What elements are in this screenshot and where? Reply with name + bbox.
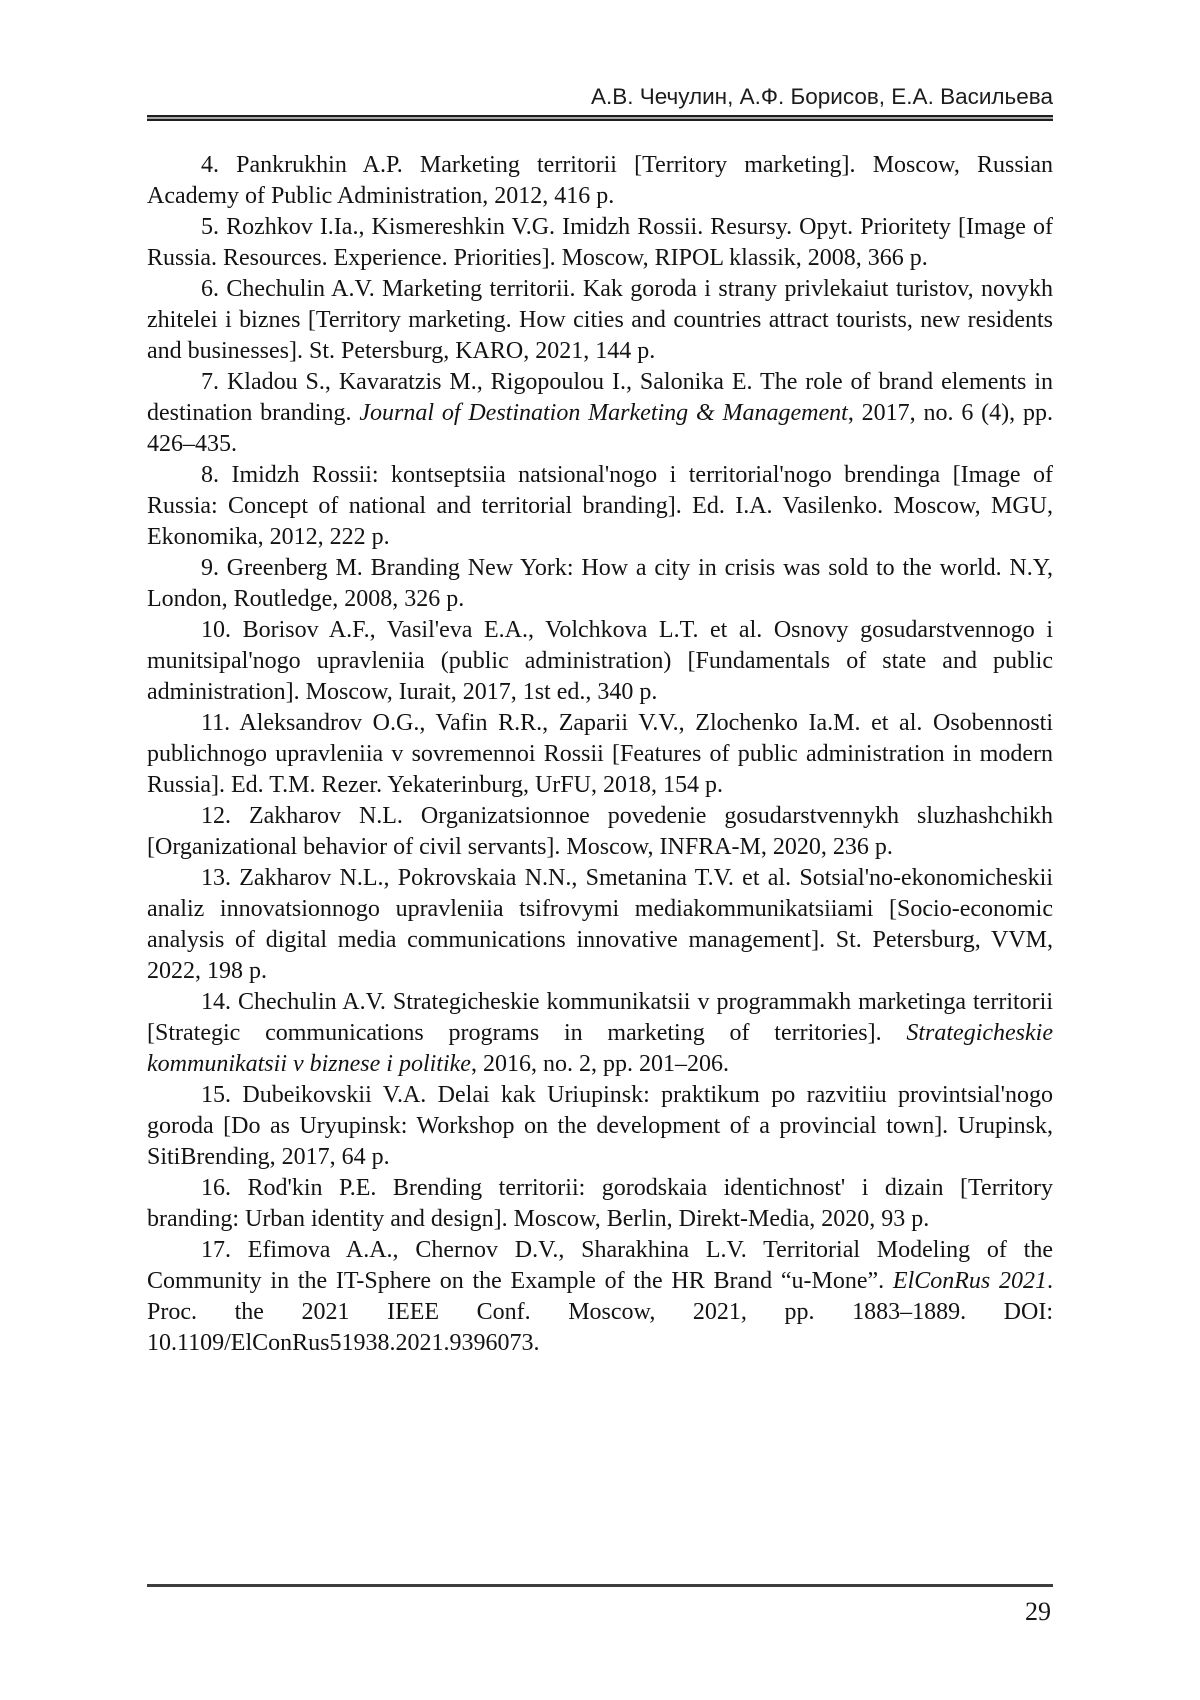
reference-source-italic: ElConRus 2021 xyxy=(892,1267,1048,1294)
reference-text: 15. Dubeikovskii V.A. Delai kak Uriupinsk: praktikum po razvitiiu provintsial'nogo goroda [Do as Uryupinsk: Workshop on the development of a provincial town]. Urupinsk, SitiBrending, 2017, 64 p. xyxy=(147,1081,1053,1170)
reference-text: 13. Zakharov N.L., Pokrovskaia N.N., Smetanina T.V. et al. Sotsial'no-ekonomicheskii analiz innovatsionnogo upravleniia tsifrovymi mediakommunikatsiiami [Socio-economic analysis of digital media communications innovative management]. St. Petersburg, VVM, 2022, 198 p. xyxy=(147,864,1053,984)
page-number: 29 xyxy=(1025,1597,1051,1626)
reference-text: 12. Zakharov N.L. Organizatsionnoe povedenie gosudarstvennykh sluzhashchikh [Organizational behavior of civil servants]. Moscow, INFRA-M, 2020, 236 p. xyxy=(147,802,1053,860)
reference-text: 4. Pankrukhin A.P. Marketing territorii [Territory marketing]. Moscow, Russian Academy of Public Administration, 2012, 416 p. xyxy=(147,151,1053,209)
reference-text: 9. Greenberg M. Branding New York: How a city in crisis was sold to the world. N.Y, London, Routledge, 2008, 326 p. xyxy=(147,554,1053,612)
reference-text: 16. Rod'kin P.E. Brending territorii: gorodskaia identichnost' i dizain [Territory branding: Urban identity and design]. Moscow, Berlin, Direkt-Media, 2020, 93 p. xyxy=(147,1174,1053,1232)
reference-entry xyxy=(147,1235,1053,1359)
reference-entry xyxy=(147,801,1053,863)
reference-entry xyxy=(147,1080,1053,1173)
reference-entry xyxy=(147,150,1053,212)
reference-entry xyxy=(147,987,1053,1080)
reference-text: , 2016, no. 2, pp. 201–206. xyxy=(470,1050,729,1077)
reference-list xyxy=(147,150,1053,1359)
reference-entry xyxy=(147,553,1053,615)
running-header-authors: А.В. Чечулин, А.Ф. Борисов, Е.А. Васильева xyxy=(590,84,1053,109)
reference-text: 8. Imidzh Rossii: kontseptsiia natsional'nogo i territorial'nogo brendinga [Image of Russia: Concept of national and territorial branding]. Ed. I.A. Vasilenko. Moscow, MGU, Ekonomika, 2012, 222 p. xyxy=(147,461,1053,550)
reference-text: 7. Kladou S., Kavaratzis M., Rigopoulou I., Salonika E. The role of brand elements in destination branding. xyxy=(147,368,1053,426)
reference-text: 10. Borisov A.F., Vasil'eva E.A., Volchkova L.T. et al. Osnovy gosudarstvennogo i munitsipal'nogo upravleniia (public administration) [Fundamentals of state and public administration]. Moscow, Iurait, 2017, 1st ed., 340 p. xyxy=(147,616,1053,705)
reference-entry xyxy=(147,274,1053,367)
reference-text: 17. Efimova A.A., Chernov D.V., Sharakhina L.V. Territorial Modeling of the Community in the IT-Sphere on the Example of the HR Brand “u-Mone”. xyxy=(147,1236,1053,1294)
reference-text: , 2017, no. 6 (4), pp. 426–435. xyxy=(147,399,1054,457)
reference-entry xyxy=(147,708,1053,801)
reference-entry xyxy=(147,367,1053,460)
reference-entry xyxy=(147,615,1053,708)
reference-entry xyxy=(147,212,1053,274)
reference-text: 5. Rozhkov I.Ia., Kismereshkin V.G. Imidzh Rossii. Resursy. Opyt. Prioritety [Image of Russia. Resources. Experience. Priorities]. Moscow, RIPOL klassik, 2008, 366 p. xyxy=(147,213,1053,271)
reference-source-italic: Journal of Destination Marketing & Management xyxy=(359,399,848,426)
reference-text: 6. Chechulin A.V. Marketing territorii. Kak goroda i strany privlekaiut turistov, novykh zhitelei i biznes [Territory marketing. How cities and countries attract tourists, new residents and businesses]. St. Petersburg, KARO, 2021, 144 p. xyxy=(147,275,1053,364)
reference-text: . Proc. the 2021 IEEE Conf. Moscow, 2021, pp. 1883–1889. DOI: 10.1109/ElConRus51938.2021.9396073. xyxy=(147,1267,1054,1356)
reference-entry xyxy=(147,460,1053,553)
header-double-rule xyxy=(147,115,1053,121)
reference-text: 11. Aleksandrov O.G., Vafin R.R., Zaparii V.V., Zlochenko Ia.M. et al. Osobennosti publichnogo upravleniia v sovremennoi Rossii [Features of public administration in modern Russia]. Ed. T.M. Rezer. Yekaterinburg, UrFU, 2018, 154 p. xyxy=(147,709,1053,798)
reference-entry xyxy=(147,1173,1053,1235)
reference-text: 14. Chechulin A.V. Strategicheskie kommunikatsii v programmakh marketinga territorii [Strategic communications programs in marketing of territories]. xyxy=(147,988,1053,1046)
reference-source-italic: Strategicheskie kommunikatsii v biznese i politike xyxy=(147,1019,1053,1077)
footer-rule xyxy=(147,1584,1053,1587)
reference-entry xyxy=(147,863,1053,987)
page-header xyxy=(147,0,1053,121)
